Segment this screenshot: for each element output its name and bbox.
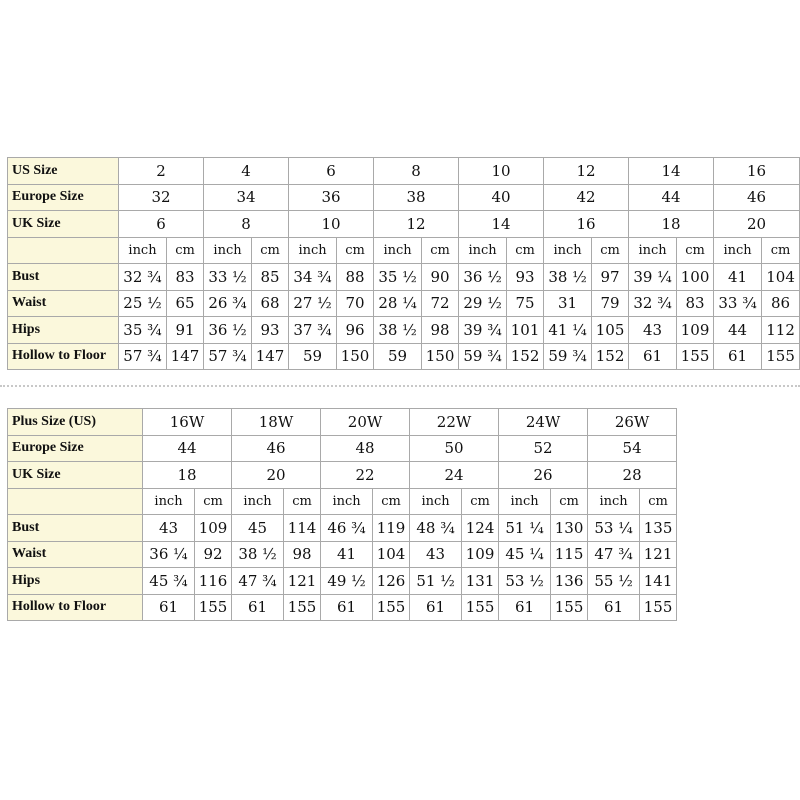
measurement-label: Hips bbox=[8, 568, 143, 595]
measurement-cell: 61 bbox=[232, 594, 284, 621]
measurement-cell: 131 bbox=[462, 568, 499, 595]
header-row bbox=[8, 462, 677, 489]
measurement-cell: 98 bbox=[422, 317, 459, 344]
measurement-cell: 39 ¾ bbox=[459, 317, 507, 344]
unit-label: inch bbox=[289, 237, 337, 264]
measurement-cell: 121 bbox=[284, 568, 321, 595]
size-value: 2 bbox=[119, 158, 204, 185]
measurement-cell: 104 bbox=[373, 541, 410, 568]
measurement-cell: 41 ¼ bbox=[544, 317, 592, 344]
measurement-cell: 124 bbox=[462, 515, 499, 542]
unit-label: cm bbox=[762, 237, 800, 264]
unit-label: inch bbox=[143, 488, 195, 515]
measurement-cell: 114 bbox=[284, 515, 321, 542]
unit-label: inch bbox=[374, 237, 422, 264]
measurement-cell: 33 ½ bbox=[204, 264, 252, 291]
measurement-cell: 68 bbox=[252, 290, 289, 317]
measurement-cell: 35 ¾ bbox=[119, 317, 167, 344]
measurement-cell: 45 ¾ bbox=[143, 568, 195, 595]
measurement-cell: 83 bbox=[677, 290, 714, 317]
measurement-cell: 91 bbox=[167, 317, 204, 344]
measurement-cell: 45 ¼ bbox=[499, 541, 551, 568]
size-value: 14 bbox=[459, 211, 544, 238]
measurement-cell: 33 ¾ bbox=[714, 290, 762, 317]
header-row bbox=[8, 211, 800, 238]
size-value: 46 bbox=[232, 435, 321, 462]
measurement-cell: 98 bbox=[284, 541, 321, 568]
size-value: 48 bbox=[321, 435, 410, 462]
measurement-cell: 27 ½ bbox=[289, 290, 337, 317]
measurement-cell: 130 bbox=[551, 515, 588, 542]
measurement-cell: 121 bbox=[640, 541, 677, 568]
us-size-table bbox=[7, 157, 800, 370]
measurement-cell: 37 ¾ bbox=[289, 317, 337, 344]
measurement-cell: 75 bbox=[507, 290, 544, 317]
measurement-cell: 38 ½ bbox=[374, 317, 422, 344]
header-row bbox=[8, 184, 800, 211]
measurement-cell: 61 bbox=[588, 594, 640, 621]
measurement-cell: 93 bbox=[252, 317, 289, 344]
size-value: 34 bbox=[204, 184, 289, 211]
measurement-cell: 155 bbox=[195, 594, 232, 621]
unit-label: inch bbox=[629, 237, 677, 264]
measurement-cell: 36 ½ bbox=[204, 317, 252, 344]
measurement-cell: 79 bbox=[592, 290, 629, 317]
measurement-cell: 150 bbox=[422, 343, 459, 370]
measurement-cell: 38 ½ bbox=[232, 541, 284, 568]
measurement-label: Hollow to Floor bbox=[8, 343, 119, 370]
row-label: Europe Size bbox=[8, 435, 143, 462]
measurement-cell: 104 bbox=[762, 264, 800, 291]
unit-label: cm bbox=[462, 488, 499, 515]
measurement-row bbox=[8, 594, 677, 621]
measurement-cell: 109 bbox=[462, 541, 499, 568]
measurement-label: Waist bbox=[8, 541, 143, 568]
measurement-cell: 47 ¾ bbox=[232, 568, 284, 595]
measurement-cell: 100 bbox=[677, 264, 714, 291]
unit-label: cm bbox=[677, 237, 714, 264]
measurement-cell: 53 ¼ bbox=[588, 515, 640, 542]
measurement-cell: 90 bbox=[422, 264, 459, 291]
size-value: 20W bbox=[321, 409, 410, 436]
unit-label: cm bbox=[422, 237, 459, 264]
unit-label: inch bbox=[714, 237, 762, 264]
measurement-cell: 85 bbox=[252, 264, 289, 291]
measurement-cell: 51 ¼ bbox=[499, 515, 551, 542]
measurement-row bbox=[8, 343, 800, 370]
measurement-label: Hips bbox=[8, 317, 119, 344]
size-value: 16 bbox=[714, 158, 800, 185]
measurement-cell: 43 bbox=[143, 515, 195, 542]
measurement-label: Bust bbox=[8, 515, 143, 542]
measurement-label: Hollow to Floor bbox=[8, 594, 143, 621]
measurement-cell: 45 bbox=[232, 515, 284, 542]
size-value: 42 bbox=[544, 184, 629, 211]
size-value: 54 bbox=[588, 435, 677, 462]
measurement-cell: 115 bbox=[551, 541, 588, 568]
unit-label: inch bbox=[204, 237, 252, 264]
measurement-cell: 41 bbox=[714, 264, 762, 291]
unit-label: cm bbox=[195, 488, 232, 515]
measurement-cell: 36 ¼ bbox=[143, 541, 195, 568]
measurement-cell: 72 bbox=[422, 290, 459, 317]
unit-label: inch bbox=[588, 488, 640, 515]
measurement-cell: 155 bbox=[677, 343, 714, 370]
measurement-cell: 109 bbox=[195, 515, 232, 542]
measurement-cell: 141 bbox=[640, 568, 677, 595]
size-value: 18 bbox=[143, 462, 232, 489]
measurement-cell: 49 ½ bbox=[321, 568, 373, 595]
measurement-row bbox=[8, 264, 800, 291]
measurement-cell: 126 bbox=[373, 568, 410, 595]
unit-label: inch bbox=[499, 488, 551, 515]
size-value: 20 bbox=[232, 462, 321, 489]
measurement-cell: 31 bbox=[544, 290, 592, 317]
size-value: 38 bbox=[374, 184, 459, 211]
measurement-label: Bust bbox=[8, 264, 119, 291]
size-value: 8 bbox=[204, 211, 289, 238]
measurement-cell: 43 bbox=[410, 541, 462, 568]
measurement-cell: 57 ¾ bbox=[204, 343, 252, 370]
measurement-cell: 92 bbox=[195, 541, 232, 568]
unit-label: inch bbox=[232, 488, 284, 515]
unit-label: inch bbox=[119, 237, 167, 264]
unit-label: cm bbox=[373, 488, 410, 515]
measurement-cell: 41 bbox=[321, 541, 373, 568]
measurement-cell: 48 ¾ bbox=[410, 515, 462, 542]
measurement-cell: 25 ½ bbox=[119, 290, 167, 317]
row-label: UK Size bbox=[8, 211, 119, 238]
measurement-cell: 93 bbox=[507, 264, 544, 291]
measurement-cell: 88 bbox=[337, 264, 374, 291]
unit-label: cm bbox=[507, 237, 544, 264]
size-value: 22 bbox=[321, 462, 410, 489]
size-value: 16W bbox=[143, 409, 232, 436]
measurement-row bbox=[8, 568, 677, 595]
measurement-cell: 59 ¾ bbox=[544, 343, 592, 370]
measurement-cell: 61 bbox=[410, 594, 462, 621]
section-divider bbox=[0, 385, 800, 387]
measurement-cell: 112 bbox=[762, 317, 800, 344]
size-value: 28 bbox=[588, 462, 677, 489]
measurement-cell: 119 bbox=[373, 515, 410, 542]
measurement-cell: 97 bbox=[592, 264, 629, 291]
size-value: 8 bbox=[374, 158, 459, 185]
measurement-cell: 96 bbox=[337, 317, 374, 344]
measurement-cell: 59 bbox=[289, 343, 337, 370]
measurement-cell: 155 bbox=[284, 594, 321, 621]
unit-label: cm bbox=[551, 488, 588, 515]
unit-label: cm bbox=[337, 237, 374, 264]
size-value: 12 bbox=[544, 158, 629, 185]
measurement-cell: 61 bbox=[321, 594, 373, 621]
size-value: 22W bbox=[410, 409, 499, 436]
measurement-cell: 152 bbox=[507, 343, 544, 370]
measurement-cell: 36 ½ bbox=[459, 264, 507, 291]
measurement-cell: 135 bbox=[640, 515, 677, 542]
measurement-cell: 61 bbox=[499, 594, 551, 621]
measurement-cell: 61 bbox=[629, 343, 677, 370]
unit-label: cm bbox=[640, 488, 677, 515]
row-label: UK Size bbox=[8, 462, 143, 489]
size-value: 44 bbox=[143, 435, 232, 462]
measurement-cell: 147 bbox=[252, 343, 289, 370]
measurement-cell: 44 bbox=[714, 317, 762, 344]
row-label: Europe Size bbox=[8, 184, 119, 211]
size-value: 6 bbox=[119, 211, 204, 238]
size-value: 44 bbox=[629, 184, 714, 211]
size-value: 14 bbox=[629, 158, 714, 185]
unit-label: inch bbox=[321, 488, 373, 515]
size-value: 16 bbox=[544, 211, 629, 238]
row-label: US Size bbox=[8, 158, 119, 185]
measurement-cell: 47 ¾ bbox=[588, 541, 640, 568]
measurement-row bbox=[8, 290, 800, 317]
measurement-cell: 61 bbox=[714, 343, 762, 370]
measurement-row bbox=[8, 541, 677, 568]
plus-size-table bbox=[7, 408, 677, 621]
header-row bbox=[8, 409, 677, 436]
measurement-cell: 155 bbox=[373, 594, 410, 621]
size-value: 4 bbox=[204, 158, 289, 185]
size-value: 26 bbox=[499, 462, 588, 489]
measurement-cell: 32 ¾ bbox=[629, 290, 677, 317]
unit-label: inch bbox=[459, 237, 507, 264]
unit-label: inch bbox=[410, 488, 462, 515]
measurement-cell: 150 bbox=[337, 343, 374, 370]
header-row bbox=[8, 435, 677, 462]
size-value: 12 bbox=[374, 211, 459, 238]
size-value: 52 bbox=[499, 435, 588, 462]
measurement-cell: 155 bbox=[462, 594, 499, 621]
measurement-cell: 136 bbox=[551, 568, 588, 595]
measurement-cell: 55 ½ bbox=[588, 568, 640, 595]
unit-row bbox=[8, 237, 800, 264]
measurement-cell: 29 ½ bbox=[459, 290, 507, 317]
measurement-cell: 109 bbox=[677, 317, 714, 344]
size-value: 24W bbox=[499, 409, 588, 436]
size-value: 18 bbox=[629, 211, 714, 238]
measurement-cell: 155 bbox=[762, 343, 800, 370]
unit-label: cm bbox=[284, 488, 321, 515]
measurement-cell: 105 bbox=[592, 317, 629, 344]
measurement-cell: 155 bbox=[551, 594, 588, 621]
header-row bbox=[8, 158, 800, 185]
measurement-cell: 26 ¾ bbox=[204, 290, 252, 317]
unit-label: inch bbox=[544, 237, 592, 264]
size-value: 10 bbox=[459, 158, 544, 185]
measurement-label: Waist bbox=[8, 290, 119, 317]
unit-label: cm bbox=[252, 237, 289, 264]
unit-row-label bbox=[8, 488, 143, 515]
size-value: 20 bbox=[714, 211, 800, 238]
unit-label: cm bbox=[592, 237, 629, 264]
size-value: 46 bbox=[714, 184, 800, 211]
measurement-row bbox=[8, 317, 800, 344]
measurement-cell: 38 ½ bbox=[544, 264, 592, 291]
measurement-cell: 35 ½ bbox=[374, 264, 422, 291]
measurement-cell: 34 ¾ bbox=[289, 264, 337, 291]
measurement-cell: 116 bbox=[195, 568, 232, 595]
size-value: 6 bbox=[289, 158, 374, 185]
unit-row bbox=[8, 488, 677, 515]
measurement-cell: 53 ½ bbox=[499, 568, 551, 595]
measurement-cell: 39 ¼ bbox=[629, 264, 677, 291]
measurement-cell: 61 bbox=[143, 594, 195, 621]
size-value: 24 bbox=[410, 462, 499, 489]
measurement-cell: 28 ¼ bbox=[374, 290, 422, 317]
measurement-cell: 32 ¾ bbox=[119, 264, 167, 291]
measurement-cell: 46 ¾ bbox=[321, 515, 373, 542]
size-value: 36 bbox=[289, 184, 374, 211]
measurement-cell: 147 bbox=[167, 343, 204, 370]
measurement-cell: 65 bbox=[167, 290, 204, 317]
measurement-cell: 51 ½ bbox=[410, 568, 462, 595]
size-value: 26W bbox=[588, 409, 677, 436]
measurement-cell: 155 bbox=[640, 594, 677, 621]
measurement-row bbox=[8, 515, 677, 542]
measurement-cell: 57 ¾ bbox=[119, 343, 167, 370]
size-value: 50 bbox=[410, 435, 499, 462]
measurement-cell: 43 bbox=[629, 317, 677, 344]
row-label: Plus Size (US) bbox=[8, 409, 143, 436]
measurement-cell: 70 bbox=[337, 290, 374, 317]
size-value: 18W bbox=[232, 409, 321, 436]
unit-row-label bbox=[8, 237, 119, 264]
size-value: 40 bbox=[459, 184, 544, 211]
measurement-cell: 59 ¾ bbox=[459, 343, 507, 370]
size-value: 32 bbox=[119, 184, 204, 211]
measurement-cell: 101 bbox=[507, 317, 544, 344]
measurement-cell: 86 bbox=[762, 290, 800, 317]
unit-label: cm bbox=[167, 237, 204, 264]
measurement-cell: 152 bbox=[592, 343, 629, 370]
size-value: 10 bbox=[289, 211, 374, 238]
measurement-cell: 59 bbox=[374, 343, 422, 370]
measurement-cell: 83 bbox=[167, 264, 204, 291]
